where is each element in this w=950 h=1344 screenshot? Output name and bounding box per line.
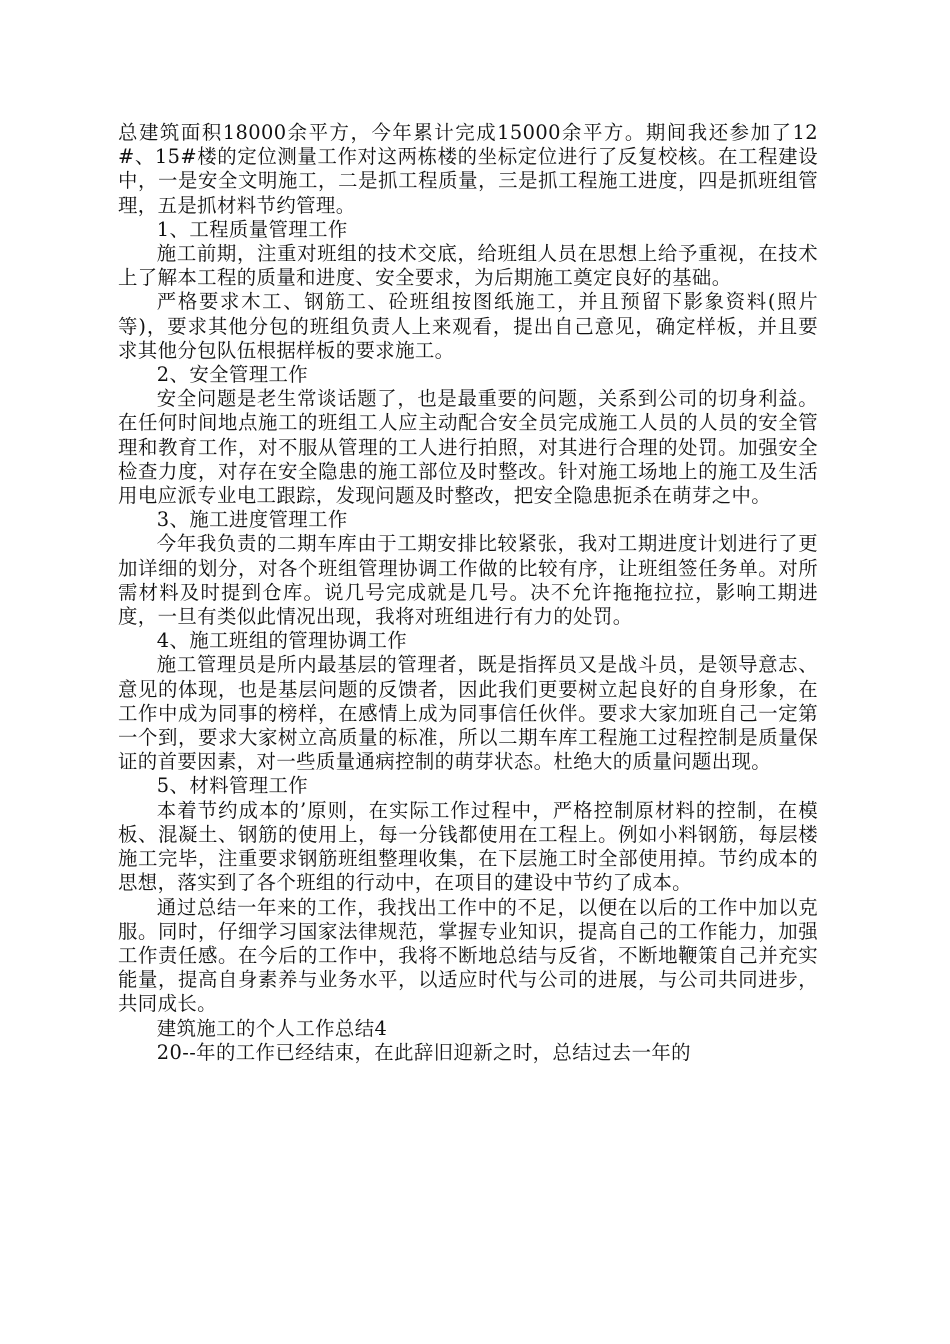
paragraph-team-coordination: 施工管理员是所内最基层的管理者，既是指挥员又是战斗员，是领导意志、意见的体现，也是基层问题的反馈者，因此我们更要树立起良好的自身形象，在工作中成为同事的榜样，在感情上成为同事信任伙伴。要求大家加班自己一定第一个到，要求大家树立高质量的标准，所以二期车库工程施工过程控制是质量保证的首要因素，对一些质量通病控制的萌芽状态。杜绝大的质量问题出现。 <box>118 653 818 774</box>
paragraph-intro: 总建筑面积18000余平方，今年累计完成15000余平方。期间我还参加了12#、15#楼的定位测量工作对这两栋楼的坐标定位进行了反复校核。在工程建设中，一是安全文明施工，二是抓工程质量，三是抓工程施工进度，四是抓班组管理，五是抓材料节约管理。 <box>118 121 818 217</box>
paragraph-quality-2: 严格要求木工、钢筋工、砼班组按图纸施工，并且预留下影象资料(照片等)，要求其他分包的班组负责人上来观看，提出自己意见，确定样板，并且要求其他分包队伍根据样板的要求施工。 <box>118 290 818 362</box>
paragraph-summary-4-start: 20--年的工作已经结束，在此辞旧迎新之时，总结过去一年的 <box>156 1040 691 1064</box>
paragraph-safety: 安全问题是老生常谈话题了，也是最重要的问题，关系到公司的切身利益。在任何时间地点施工的班组工人应主动配合安全员完成施工人员的人员的安全管理和教育工作，对不服从管理的工人进行拍照，对其进行合理的处罚。加强安全检查力度，对存在安全隐患的施工部位及时整改。针对施工场地上的施工及生活用电应派专业电工跟踪，发现问题及时整改，把安全隐患扼杀在萌芽之中。 <box>118 387 818 508</box>
paragraph-material: 本着节约成本的’原则，在实际工作过程中，严格控制原材料的控制，在模板、混凝土、钢筋的使用上，每一分钱都使用在工程上。例如小料钢筋，每层楼施工完毕，注重要求钢筋班组整理收集，在下层施工时全部使用掉。节约成本的思想，落实到了各个班组的行动中，在项目的建设中节约了成本。 <box>118 798 818 895</box>
heading-team-coordination: 4、施工班组的管理协调工作 <box>156 629 408 653</box>
heading-summary-4: 建筑施工的个人工作总结4 <box>156 1016 388 1040</box>
paragraph-quality-1: 施工前期，注重对班组的技术交底，给班组人员在思想上给予重视，在技术上了解本工程的质量和进度、安全要求，为后期施工奠定良好的基础。 <box>118 242 818 290</box>
paragraph-conclusion: 通过总结一年来的工作，我找出工作中的不足，以便在以后的工作中加以克服。同时，仔细学习国家法律规范，掌握专业知识，提高自己的工作能力，加强工作责任感。在今后的工作中，我将不断地总结与反省，不断地鞭策自己并充实能量，提高自身素养与业务水平，以适应时代与公司的进展，与公司共同进步，共同成长。 <box>118 895 818 1016</box>
document-body <box>118 121 818 1065</box>
heading-quality-management: 1、工程质量管理工作 <box>156 217 348 241</box>
heading-material-management: 5、材料管理工作 <box>156 774 309 798</box>
heading-safety-management: 2、安全管理工作 <box>156 363 309 387</box>
paragraph-progress: 今年我负责的二期车库由于工期安排比较紧张，我对工期进度计划进行了更加详细的划分，对各个班组管理协调工作做的比较有序，让班组签任务单。对所需材料及时提到仓库。说几号完成就是几号。决不允许拖拖拉拉，影响工期进度，一旦有类似此情况出现，我将对班组进行有力的处罚。 <box>118 532 818 629</box>
heading-progress-management: 3、施工进度管理工作 <box>156 508 348 532</box>
